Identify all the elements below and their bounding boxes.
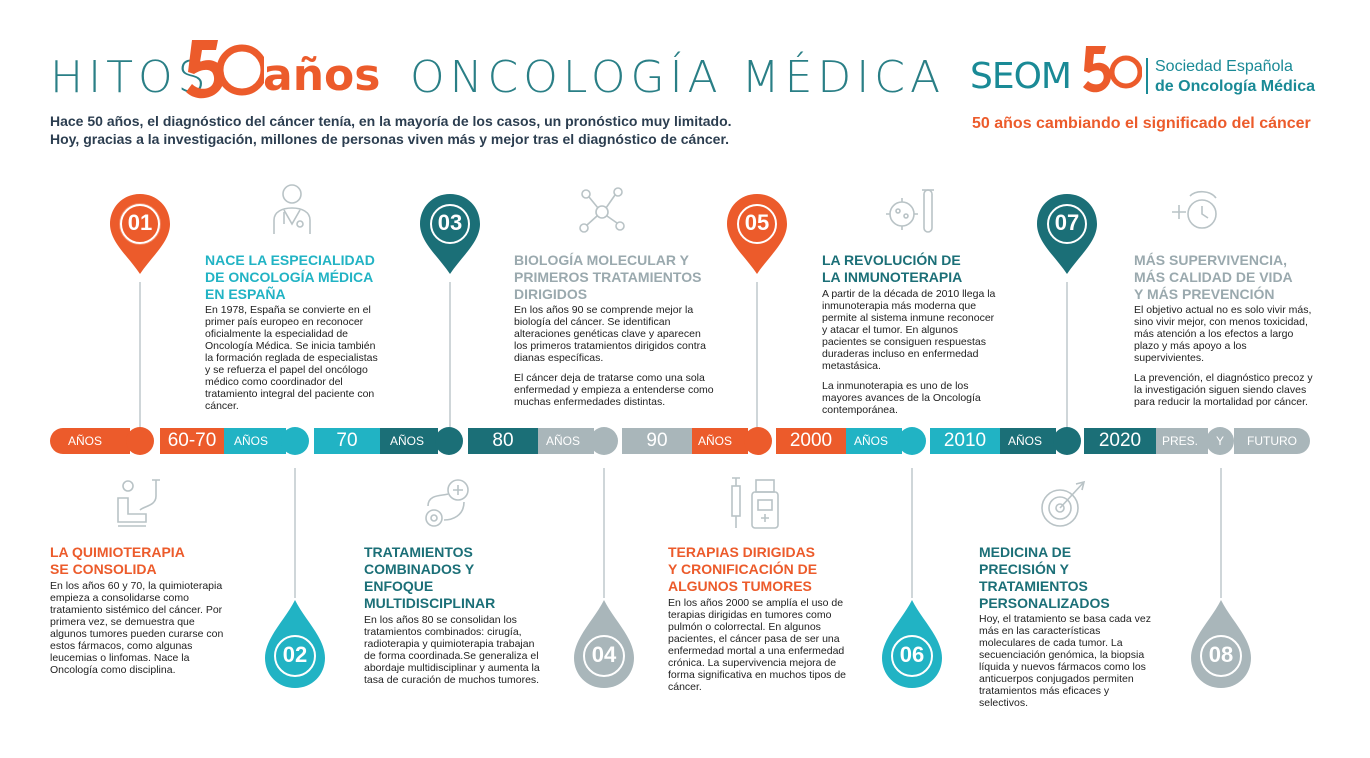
timeline-dot-7 — [1053, 427, 1081, 455]
m05-body — [822, 288, 1002, 424]
connector-04 — [603, 468, 605, 598]
drop-06-number: 06 — [899, 642, 925, 667]
timeline-anos-2: AÑOS — [224, 428, 286, 454]
timeline-y: Y — [1206, 427, 1234, 455]
m06-heading-3: ALGUNOS TUMORES — [668, 578, 812, 594]
fifty-years-logo-icon — [184, 32, 264, 104]
m07-body-2: La prevención, el diagnóstico precoz y la investigación siguen siendo claves para reducir la mortalidad por cáncer. — [1134, 372, 1313, 408]
m07-heading-3: Y MÁS PREVENCIÓN — [1134, 286, 1275, 302]
immunotherapy-icon — [882, 184, 938, 240]
m04-heading-2: COMBINADOS Y — [364, 561, 475, 577]
timeline-anos-1: AÑOS — [50, 428, 130, 454]
m03-heading — [514, 252, 734, 303]
m04-heading-3: ENFOQUE — [364, 578, 434, 594]
timeline-pres: PRES. — [1156, 428, 1208, 454]
m06-heading — [668, 544, 868, 595]
m07-heading-1: MÁS SUPERVIVENCIA, — [1134, 252, 1287, 268]
pin-03-number: 03 — [437, 210, 463, 235]
m04-heading-1: TRATAMIENTOS — [364, 544, 473, 560]
chemo-chair-icon — [110, 476, 166, 532]
m06-heading-1: TERAPIAS DIRIGIDAS — [668, 544, 816, 560]
doctor-icon — [264, 180, 320, 236]
timeline-anos-6: AÑOS — [846, 428, 902, 454]
connector-08 — [1220, 468, 1222, 598]
combined-icon — [418, 476, 474, 532]
m01-body-text: En 1978, España se convierte en el primer país europeo en reconocer oficialmente la especialidad de Oncología Médica. Se inicia también la formación reglada de especialistas y se refuerza el papel del oncólogo médico como coordinador del tratamiento integral del paciente con cáncer. — [205, 304, 378, 412]
m04-heading-4: MULTIDISCIPLINAR — [364, 595, 496, 611]
m06-body-text: En los años 2000 se amplía el uso de terapias dirigidas en tumores como pulmón o colorrectal. En algunos pacientes, el cáncer pasa de ser una enfermedad mortal a una enfermedad crónica. La supervivencia mejora de forma significativa en muchos tipos de cáncer. — [668, 597, 847, 693]
m01-heading-3: EN ESPAÑA — [205, 286, 286, 302]
m08-heading — [979, 544, 1179, 612]
m02-body-text: En los años 60 y 70, la quimioterapia empieza a consolidarse como tratamiento sistémico del cáncer. Por primera vez, se demuestra que algunos tumores pueden curarse con estos fármacos, como algunas leucemias o linfomas. Nace la Oncología como disciplina. — [50, 580, 224, 676]
m03-heading-1: BIOLOGÍA MOLECULAR Y — [514, 252, 689, 268]
pin-01-number: 01 — [127, 210, 153, 235]
timeline-dot-6 — [898, 427, 926, 455]
m04-body — [364, 614, 544, 694]
m08-heading-2: PRECISIÓN Y — [979, 561, 1069, 577]
m06-body — [668, 597, 860, 701]
m05-heading — [822, 252, 1042, 286]
m01-heading — [205, 252, 425, 303]
m02-heading-2: SE CONSOLIDA — [50, 561, 157, 577]
timeline-2000: 2000 — [776, 428, 846, 454]
drop-02-number: 02 — [282, 642, 308, 667]
timeline-anos-4: AÑOS — [538, 428, 594, 454]
m02-heading-1: LA QUIMIOTERAPIA — [50, 544, 185, 560]
health-clock-icon — [1168, 184, 1224, 240]
title-anos: años — [263, 50, 381, 101]
molecule-icon — [574, 182, 630, 238]
drop-08-number: 08 — [1208, 642, 1234, 667]
m04-heading — [364, 544, 564, 612]
syringe-vial-icon — [726, 476, 782, 532]
drop-04-number: 04 — [591, 642, 617, 667]
m05-body-1: A partir de la década de 2010 llega la inmunoterapia más moderna que permite al sistema inmune reconocer y atacar el tumor. En algunos pacientes se consiguen respuestas duraderas incluso en enfermedad metastásica. — [822, 288, 996, 372]
timeline-anos-5: AÑOS — [692, 428, 748, 454]
connector-03 — [449, 282, 451, 428]
m07-heading-2: MÁS CALIDAD DE VIDA — [1134, 269, 1293, 285]
pin-05-number: 05 — [744, 210, 770, 235]
intro-text — [50, 112, 770, 148]
m02-body — [50, 580, 230, 684]
timeline-futuro: FUTURO — [1234, 428, 1310, 454]
connector-06 — [911, 468, 913, 598]
society-line-2: de Oncología Médica — [1155, 78, 1316, 95]
title-hitos: HITOS — [50, 52, 211, 103]
timeline-6070: 60-70 — [160, 428, 224, 454]
tagline: 50 años cambiando el significado del cáncer — [972, 115, 1311, 132]
timeline-dot-3 — [435, 427, 463, 455]
pin-07-number: 07 — [1054, 210, 1080, 235]
m05-heading-1: LA REVOLUCIÓN DE — [822, 252, 961, 268]
m03-body-2: El cáncer deja de tratarse como una sola enfermedad y empieza a entenderse como muchas enfermedades distintas. — [514, 372, 714, 408]
timeline-dot-2 — [281, 427, 309, 455]
m07-body — [1134, 304, 1314, 416]
timeline-dot-4 — [590, 427, 618, 455]
connector-05 — [756, 282, 758, 428]
timeline-90: 90 — [622, 428, 692, 454]
m01-body — [205, 304, 385, 420]
m05-body-2: La inmunoterapia es uno de los mayores avances de la Oncología contemporánea. — [822, 380, 981, 416]
m03-heading-2: PRIMEROS TRATAMIENTOS — [514, 269, 702, 285]
timeline-80: 80 — [468, 428, 538, 454]
m04-body-text: En los años 80 se consolidan los tratamientos combinados: cirugía, radioterapia y quimioterapia trabajan de forma coordinada.Se generaliza el abordaje multidisciplinar y aumenta la tasa de curación de muchos tumores. — [364, 614, 540, 686]
connector-01 — [139, 282, 141, 428]
m06-heading-2: Y CRONIFICACIÓN DE — [668, 561, 818, 577]
m08-body-text: Hoy, el tratamiento se basa cada vez más en las características moleculares de cada tumor. La secuenciación genómica, la biopsia líquida y nuevos fármacos como los anticuerpos conjugados permiten tratamientos más eficaces y selectivos. — [979, 613, 1151, 709]
m07-heading — [1134, 252, 1354, 303]
seom-logo-text: SEOM — [970, 56, 1071, 97]
m08-heading-1: MEDICINA DE — [979, 544, 1072, 560]
m08-heading-4: PERSONALIZADOS — [979, 595, 1110, 611]
timeline-anos-3: AÑOS — [380, 428, 438, 454]
timeline-dot-1 — [126, 427, 154, 455]
m07-body-1: El objetivo actual no es solo vivir más, sino vivir mejor, con menos toxicidad, más atención a los efectos a largo plazo y más apoyo a los supervivientes. — [1134, 304, 1312, 364]
m03-body-1: En los años 90 se comprende mejor la biología del cáncer. Se identifican alteraciones genéticas clave y aparecen los primeros tratamientos dirigidos contra dianas específicas. — [514, 304, 706, 364]
m01-heading-2: DE ONCOLOGÍA MÉDICA — [205, 269, 374, 285]
m05-heading-2: LA INMUNOTERAPIA — [822, 269, 963, 285]
timeline-70: 70 — [314, 428, 380, 454]
intro-line-1: Hace 50 años, el diagnóstico del cáncer tenía, en la mayoría de los casos, un pronóstico muy limitado. — [50, 113, 732, 129]
logo-separator — [1146, 58, 1148, 94]
target-icon — [1036, 476, 1092, 532]
society-line-1: Sociedad Española — [1155, 58, 1293, 75]
m03-heading-3: DIRIGIDOS — [514, 286, 588, 302]
m03-body — [514, 304, 714, 416]
intro-line-2: Hoy, gracias a la investigación, millones de personas viven más y mejor tras el diagnóstico de cáncer. — [50, 131, 730, 147]
title-oncologia: ONCOLOGÍA MÉDICA — [410, 52, 946, 103]
timeline-anos-7: AÑOS — [1000, 428, 1056, 454]
timeline-dot-5 — [744, 427, 772, 455]
m08-heading-3: TRATAMIENTOS — [979, 578, 1088, 594]
connector-07 — [1066, 282, 1068, 428]
m02-heading — [50, 544, 250, 578]
m08-body — [979, 613, 1159, 717]
connector-02 — [294, 468, 296, 598]
timeline-2020: 2020 — [1084, 428, 1156, 454]
timeline-2010: 2010 — [930, 428, 1000, 454]
m01-heading-1: NACE LA ESPECIALIDAD — [205, 252, 375, 268]
seom-fifty-icon — [1082, 40, 1142, 108]
